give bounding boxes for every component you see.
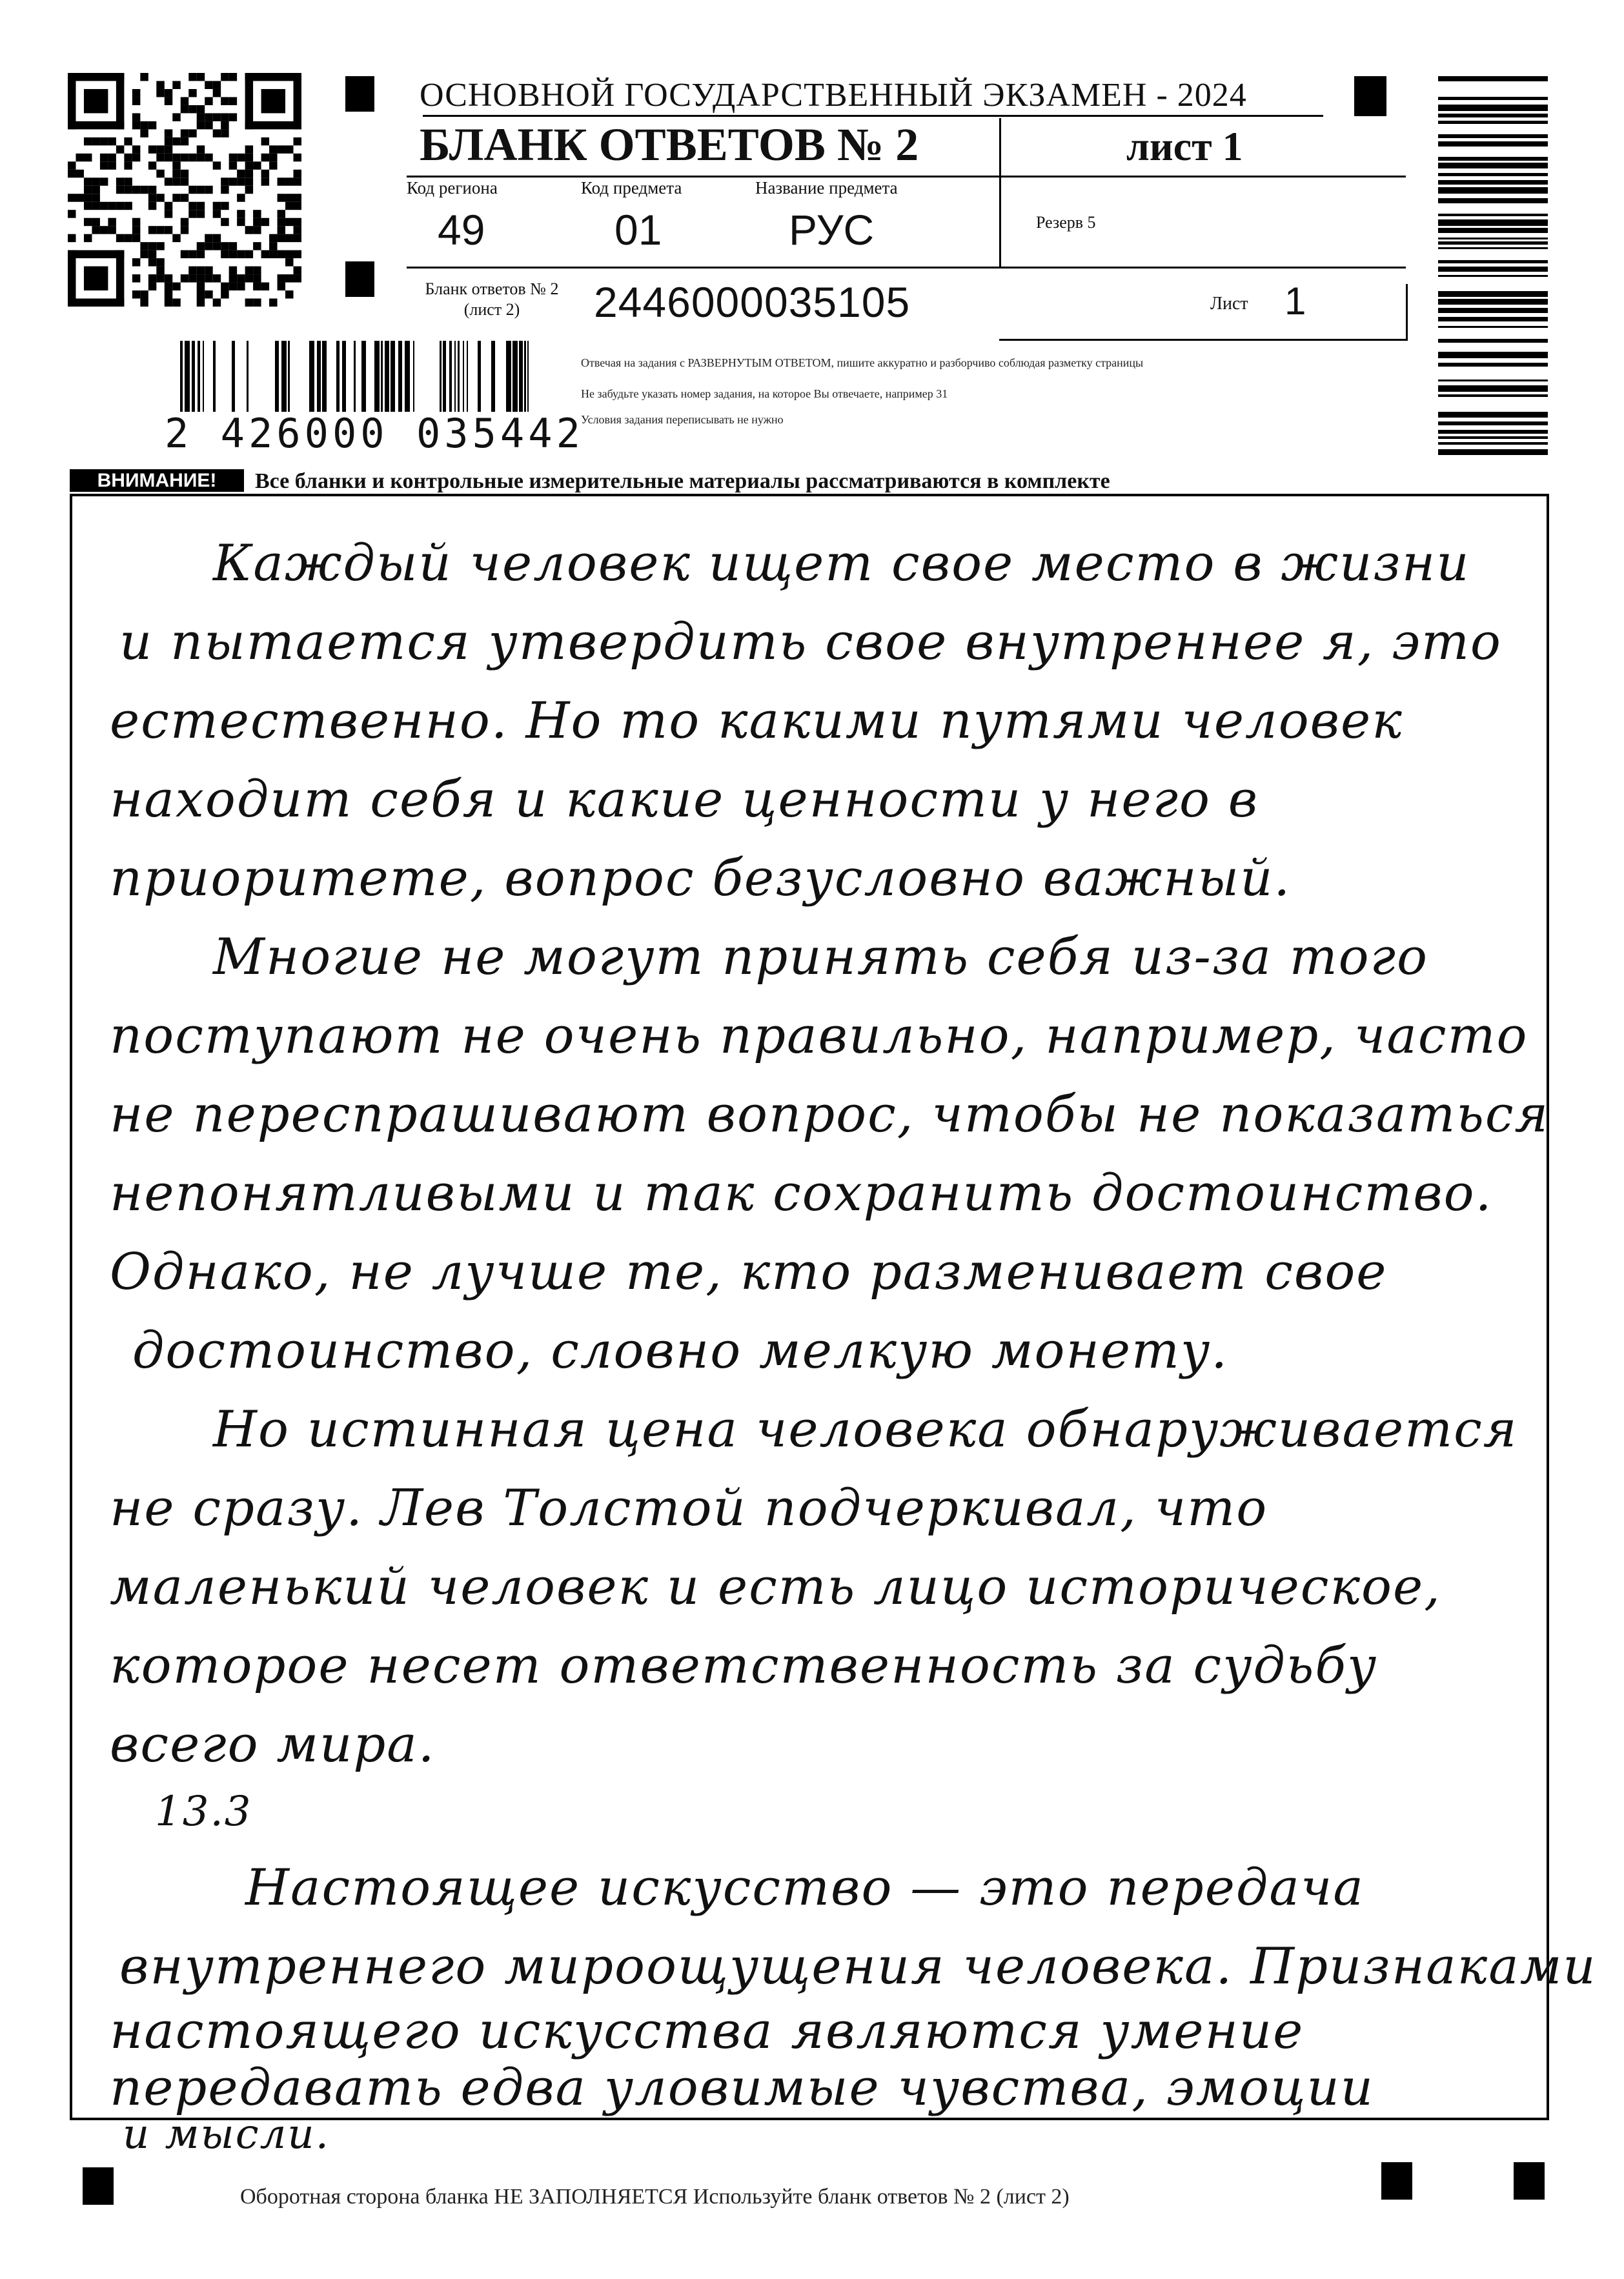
corner-marker-top-right [1354, 76, 1386, 116]
form-title: БЛАНК ОТВЕТОВ № 2 [420, 119, 919, 170]
attention-badge: ВНИМАНИЕ! [70, 469, 244, 492]
form-number-label-line-1: Бланк ответов № 2 [425, 279, 559, 298]
reserve-label: Резерв 5 [1036, 213, 1096, 232]
corner-marker-bottom-right-2 [1514, 2162, 1545, 2200]
sheet-label: Лист [1210, 294, 1248, 314]
header-right-bottom-rule [999, 339, 1408, 341]
task-number: 13.3 [155, 1788, 252, 1836]
answer-line: всего мира. [110, 1716, 436, 1774]
answer-line: которое несет ответственность за судьбу [110, 1637, 1378, 1695]
form-number-value: 2446000035105 [594, 278, 911, 326]
header-mid-rule [407, 267, 1406, 268]
footer-note: Оборотная сторона бланка НЕ ЗАПОЛНЯЕТСЯ Используйте бланк ответов № 2 (лист 2) [240, 2185, 1070, 2209]
answer-line: настоящего искусства являются умение [110, 2002, 1304, 2060]
subject-code-label: Код предмета [581, 178, 682, 198]
title-bottom-rule [407, 176, 1406, 177]
form-number-label-line-2: (лист 2) [463, 300, 520, 319]
region-code-value: 49 [438, 206, 485, 254]
answer-line: Каждый человек ищет свое место в жизни [213, 534, 1470, 593]
attention-text: Все бланки и контрольные измерительные материалы рассматриваются в комплекте [255, 469, 1110, 493]
answer-line: Однако, не лучше те, кто разменивает свое [110, 1243, 1388, 1301]
vertical-barcode [1438, 76, 1548, 463]
answer-line: естественно. Но то какими путями человек [110, 692, 1403, 750]
barcode-digits: 2 426000 035442 [165, 410, 584, 457]
sheet-number: 1 [1284, 279, 1306, 323]
answer-line: Многие не могут принять себя из-за того [213, 928, 1429, 986]
header-divider [999, 118, 1001, 267]
answer-line: не сразу. Лев Толстой подчеркивал, что [110, 1479, 1268, 1537]
instruction-line-3: Условия задания переписывать не нужно [581, 413, 784, 426]
answer-line: находит себя и какие ценности у него в [110, 771, 1259, 829]
instruction-line-1: Отвечая на задания с РАЗВЕРНУТЫМ ОТВЕТОМ, пишите аккуратно и разборчиво соблюдая разметку страницы [581, 356, 1144, 369]
corner-marker-bottom-right-1 [1381, 2162, 1412, 2200]
qr-code [68, 70, 301, 310]
subject-code-value: 01 [614, 206, 662, 254]
answer-line: достоинство, словно мелкую монету. [132, 1322, 1229, 1380]
answer-line: маленький человек и есть лицо историческое, [110, 1558, 1441, 1616]
corner-marker-bottom-left [83, 2167, 114, 2205]
answer-line: передавать едва уловимые чувства, эмоции [110, 2059, 1375, 2117]
instruction-line-2: Не забудьте указать номер задания, на которое Вы отвечаете, например 31 [581, 387, 948, 400]
answer-line: и пытается утвердить свое внутреннее я, это [119, 613, 1502, 671]
region-code-label: Код региона [407, 178, 498, 198]
exam-title: ОСНОВНОЙ ГОСУДАРСТВЕННЫЙ ЭКЗАМЕН - 2024 [420, 77, 1247, 114]
subject-name-label: Название предмета [755, 178, 898, 198]
answer-line: и мысли. [123, 2111, 330, 2158]
sheet-title: лист 1 [1126, 123, 1243, 169]
answer-line: поступают не очень правильно, например, часто [110, 1007, 1528, 1065]
header-right-rule [1406, 284, 1408, 341]
subject-name-value: РУС [789, 206, 875, 254]
answer-line: приоритете, вопрос безусловно важный. [110, 849, 1292, 907]
corner-marker-top-left [345, 76, 374, 112]
answer-line: Но истинная цена человека обнаруживается [213, 1401, 1518, 1459]
answer-line: Настоящее искусство — это передача [245, 1859, 1365, 1917]
answer-line: внутреннего мироощущения человека. Признаками [119, 1938, 1597, 1996]
corner-marker-mid-left [345, 261, 374, 297]
answer-line: непонятливыми и так сохранить достоинство. [110, 1164, 1493, 1222]
answer-line: не переспрашивают вопрос, чтобы не показаться [110, 1086, 1550, 1144]
form-number-label [401, 279, 582, 320]
title-underline [423, 115, 1323, 117]
